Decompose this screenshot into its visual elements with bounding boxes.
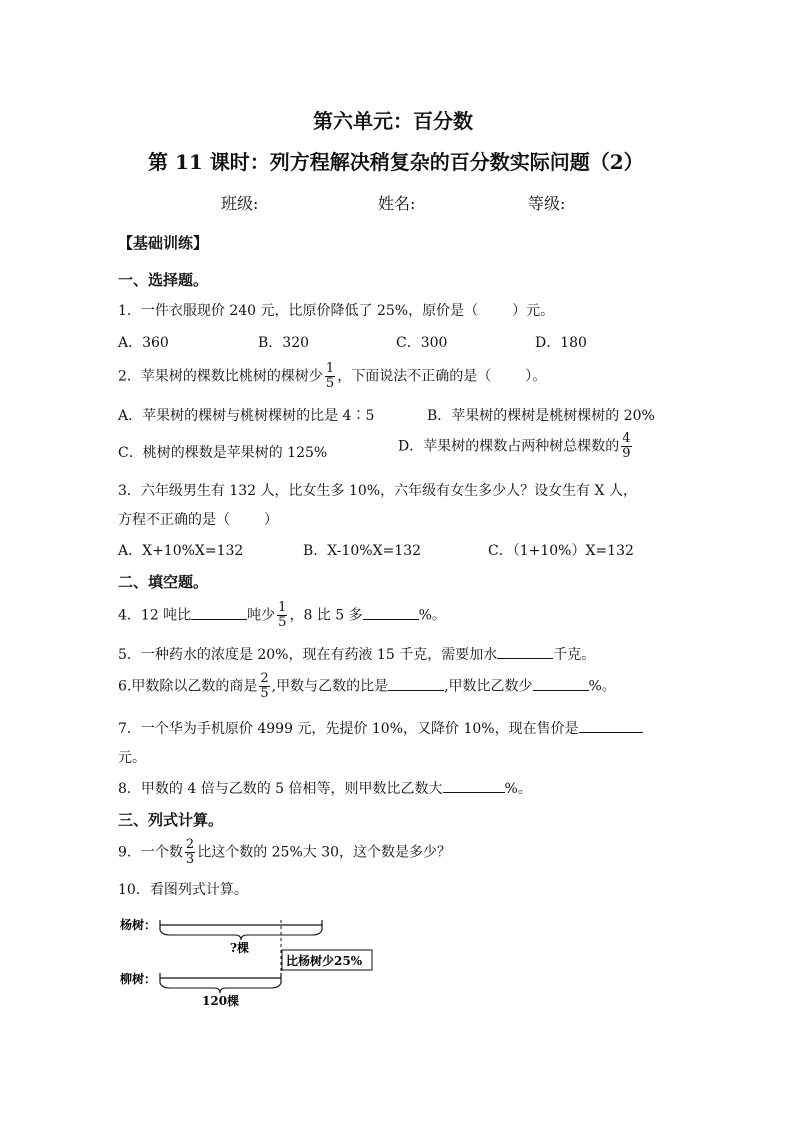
question-4-c: ，8 比 5 多	[289, 607, 363, 624]
question-3-line2	[118, 509, 278, 529]
question-5-a: 5．一种药水的浓度是 20%，现在有药液 15 千克，需要加水	[118, 647, 498, 663]
question-2	[118, 362, 546, 391]
question-1-tail: ）元。	[512, 303, 555, 319]
fraction-denominator: 5	[260, 686, 269, 701]
fraction-numerator: 1	[278, 600, 287, 615]
answer-blank[interactable]	[497, 646, 553, 659]
question-7-line2: 元。	[118, 750, 146, 766]
q1-option-a: A．360	[118, 335, 169, 351]
fraction-denominator: 5	[325, 376, 335, 391]
answer-blank[interactable]	[388, 678, 444, 691]
less-label: 比杨树少25%	[286, 954, 363, 968]
q1-option-c: C．300	[396, 335, 448, 351]
yang-label: 杨树：	[120, 918, 157, 932]
q2-option-d	[398, 432, 634, 461]
section-choice-heading: 一、选择题。	[118, 271, 209, 289]
question-1-text: 1．一件衣服现价 240 元，比原价降低了 25%，原价是（	[118, 303, 479, 319]
known-label: 120棵	[202, 994, 240, 1008]
fraction-denominator: 5	[278, 615, 287, 630]
question-9-a: 9．一个数	[118, 844, 183, 861]
question-7-a: 7．一个华为手机原价 4999 元，先提价 10%，又降价 10%，现在售价是	[118, 721, 579, 737]
question-10: 10．看图列式计算。	[118, 882, 248, 898]
section-calc-heading: 三、列式计算。	[118, 811, 224, 829]
grade-field-label: 等级:	[528, 194, 566, 213]
question-3-line1: 3．六年级男生有 132 人，比女生多 10%，六年级有女生多少人？设女生有 X 人，	[118, 483, 637, 499]
name-field-label: 姓名:	[378, 194, 416, 213]
fraction-numerator: 2	[185, 837, 195, 852]
liu-brace	[160, 983, 281, 993]
answer-blank[interactable]	[363, 607, 419, 620]
question-6	[118, 672, 616, 701]
fraction	[621, 432, 631, 461]
q2-option-a: A．苹果树的棵树与桃树棵树的比是 4∶5	[118, 408, 375, 424]
question-8-b: %。	[504, 781, 532, 797]
fraction	[277, 601, 287, 630]
class-field-label: 班级:	[221, 194, 259, 213]
answer-blank[interactable]	[533, 678, 589, 691]
question-5	[118, 644, 595, 664]
section-fill-heading: 二、填空题。	[118, 573, 209, 591]
question-1	[118, 300, 554, 320]
question-6-a: 6.甲数除以乙数的商是	[118, 678, 258, 695]
question-6-d: %。	[588, 678, 616, 695]
q2-option-b: B．苹果树的棵树是桃树棵树的 20%	[427, 408, 655, 424]
question-8-a: 8．甲数的 4 倍与乙数的 5 倍相等，则甲数比乙数大	[118, 781, 443, 797]
fraction-denominator: 3	[185, 852, 195, 867]
yang-brace	[160, 930, 322, 940]
question-7	[118, 718, 643, 738]
lesson-title: 第 11 课时：列方程解决稍复杂的百分数实际问题（2）	[148, 150, 644, 174]
question-4-a: 4．12 吨比	[118, 607, 192, 624]
question-6-b: ,甲数与乙数的比是	[271, 678, 389, 695]
question-3-tail: ）	[264, 512, 278, 528]
q1-option-b: B．320	[258, 335, 310, 351]
liu-label: 柳树：	[120, 972, 157, 986]
question-3-text: 方程不正确的是（	[118, 512, 230, 528]
question-5-b: 千克。	[553, 647, 596, 663]
answer-blank[interactable]	[191, 607, 247, 620]
fraction-numerator: 4	[622, 431, 631, 446]
question-4-b: 吨少	[247, 607, 276, 624]
fraction-numerator: 1	[325, 361, 335, 376]
section-basic-training: 【基础训练】	[118, 234, 209, 252]
q1-option-d: D．180	[535, 335, 587, 351]
question-4	[118, 601, 446, 630]
question-2-pre: 2．苹果树的棵数比桃树的棵树少	[118, 368, 323, 385]
unknown-label: ?棵	[230, 941, 250, 955]
q3-option-a: A．X+10%X=132	[118, 543, 244, 559]
q3-option-c: C．（1+10%）X=132	[488, 543, 634, 559]
question-9-b: 比这个数的 25%大 30，这个数是多少？	[197, 844, 452, 861]
q3-option-b: B．X-10%X=132	[303, 543, 422, 559]
fraction	[259, 672, 269, 701]
question-9	[118, 838, 451, 867]
segment-diagram	[110, 908, 380, 1013]
question-6-c: ,甲数比乙数少	[444, 678, 533, 695]
fraction	[185, 838, 195, 867]
question-2-post: ，下面说法不正确的是（	[337, 368, 492, 385]
answer-blank[interactable]	[443, 780, 505, 793]
question-2-tail: ）。	[525, 368, 547, 385]
fraction-denominator: 9	[622, 446, 631, 461]
unit-title: 第六单元：百分数	[313, 109, 473, 133]
question-4-d: %。	[418, 607, 446, 624]
answer-blank[interactable]	[579, 720, 643, 733]
fraction	[325, 362, 335, 391]
fraction-numerator: 2	[260, 671, 269, 686]
q2-option-d-text: D．苹果树的棵数占两种树总棵数的	[398, 438, 620, 455]
q2-option-c: C．桃树的棵数是苹果树的 125%	[118, 445, 328, 461]
question-8	[118, 778, 532, 798]
